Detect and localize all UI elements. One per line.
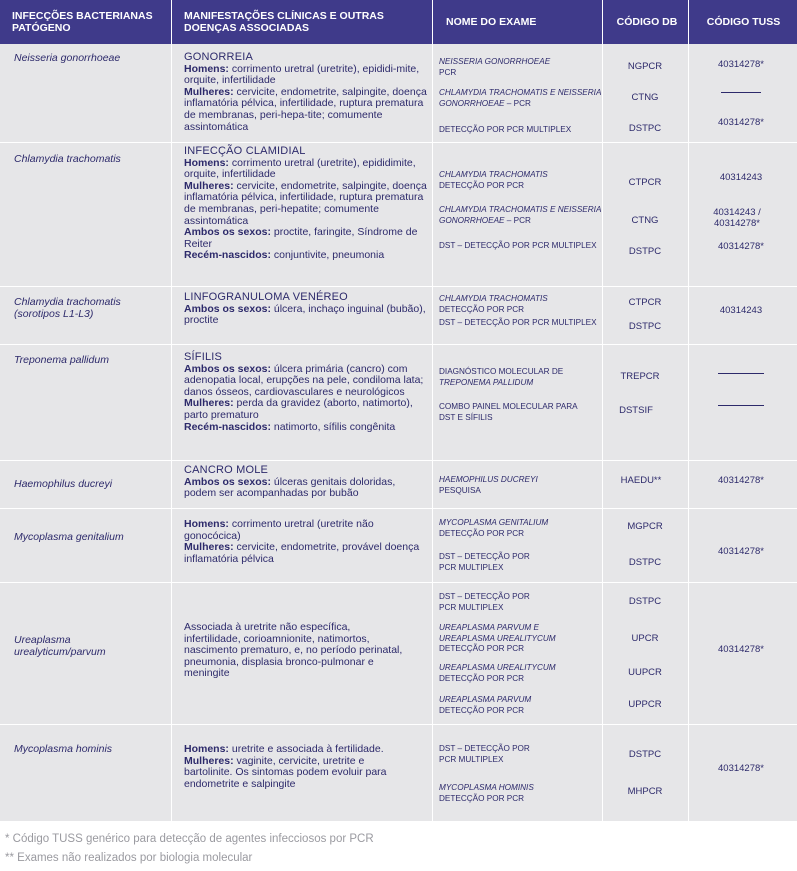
- db-code: CTPCR: [628, 177, 662, 188]
- row-divider: [0, 508, 797, 509]
- disease-title: CANCRO MOLE: [184, 464, 269, 476]
- db-code: DSTPC: [628, 321, 662, 332]
- db-code: CTNG: [631, 215, 659, 226]
- exam-name: [439, 475, 604, 496]
- db-code: NGPCR: [627, 61, 663, 72]
- header-db: CÓDIGO DB: [616, 16, 678, 28]
- group-text: perda da gravidez (aborto, natimorto), parto prematuro: [184, 397, 413, 421]
- tuss-dash: [695, 368, 787, 379]
- group-text: úlcera, inchaço inguinal (bubão), proctite: [184, 302, 426, 327]
- exam-name: [439, 367, 604, 388]
- exam-name: [439, 518, 604, 539]
- exam-organism: UREAPLASMA PARVUM E UREAPLASMA UREALITYCUM: [439, 623, 556, 643]
- db-code: HAEDU**: [620, 475, 662, 486]
- pathogen-name: Ureaplasma urealyticum/parvum: [14, 634, 106, 658]
- exam-method: DETECÇÃO POR PCR: [439, 528, 525, 538]
- exam-method: PCR: [439, 67, 457, 77]
- footnote-tuss: * Código TUSS genérico para detecção de agentes infecciosos por PCR: [5, 833, 374, 845]
- tuss-code: 40314243: [719, 305, 763, 316]
- exam-method: DETECÇÃO POR PCR MULTIPLEX: [439, 125, 572, 134]
- exam-organism: NEISSERIA GONORRHOEAE: [439, 57, 551, 66]
- group-label: Homens:: [184, 62, 229, 75]
- db-code: CTPCR: [628, 297, 662, 308]
- group-label: Mulheres:: [184, 397, 234, 410]
- header-pathogen: INFECÇÕES BACTERIANAS PATÓGENO: [12, 10, 153, 34]
- exam-method: DETECÇÃO POR PCR: [439, 793, 525, 803]
- exam-method: PESQUISA: [439, 485, 481, 495]
- group-label: Ambos os sexos:: [184, 302, 271, 315]
- column-divider: [432, 0, 433, 821]
- dash-mark: [721, 92, 761, 93]
- exam-name: [439, 744, 549, 765]
- exam-organism: HAEMOPHILUS DUCREYI: [439, 475, 538, 484]
- row-divider: [0, 142, 797, 143]
- manifestations-cell: [184, 52, 429, 133]
- group-text: úlceras genitais doloridas, podem ser acompanhadas por bubão: [184, 475, 396, 500]
- exam-name: [439, 294, 604, 315]
- exam-organism: CHLAMYDIA TRACHOMATIS: [439, 294, 548, 303]
- dash-mark: [718, 373, 764, 374]
- table-header: [0, 0, 797, 44]
- db-code: MGPCR: [627, 521, 663, 532]
- disease-title: GONORREIA: [184, 51, 254, 63]
- row-divider: [0, 582, 797, 583]
- db-code: CTNG: [631, 92, 659, 103]
- manifestations-cell: [184, 622, 404, 680]
- footnote-not-molecular: ** Exames não realizados por biologia molecular: [5, 852, 253, 864]
- manifestations-cell: [184, 146, 429, 262]
- exam-method: DETECÇÃO POR PCR: [439, 673, 525, 683]
- exam-name: [439, 623, 579, 655]
- group-label: Homens:: [184, 156, 229, 169]
- tuss-code: 40314243 / 40314278*: [713, 207, 761, 229]
- exam-method: DST – DETECÇÃO POR PCR MULTIPLEX: [439, 744, 530, 764]
- exam-name: [439, 205, 604, 226]
- manifestation-text: Associada à uretrite não específica, infertilidade, corioamnionite, natimortos, nascimento prematuro, e, no período perinatal, pneumonia, displasia bronco-pulmonar e meningite: [184, 621, 403, 680]
- tuss-code: 40314243: [719, 172, 763, 183]
- db-code: DSTPC: [628, 557, 662, 568]
- tuss-code: 40314278*: [718, 241, 764, 252]
- db-code: UUPCR: [628, 667, 662, 678]
- exam-name: [439, 592, 549, 613]
- exam-organism: CHLAMYDIA TRACHOMATIS: [439, 170, 548, 179]
- pathogen-name: Mycoplasma hominis: [14, 743, 113, 755]
- group-label: Recém-nascidos:: [184, 249, 271, 262]
- tuss-code: 40314278*: [718, 644, 764, 655]
- pathogen-name: Chlamydia trachomatis: [14, 153, 121, 165]
- pathogen-name: Neisseria gonorrhoeae: [14, 52, 121, 64]
- exam-name: [439, 663, 604, 684]
- group-label: Mulheres:: [184, 179, 234, 192]
- group-label: Homens:: [184, 518, 229, 530]
- exam-method: DETECÇÃO POR PCR: [439, 644, 525, 653]
- header-tuss: CÓDIGO TUSS: [706, 16, 781, 28]
- exam-name: [439, 57, 604, 78]
- exam-method: DST – DETECÇÃO POR PCR MULTIPLEX: [439, 318, 597, 327]
- exam-name: [439, 88, 604, 109]
- disease-title: LINFOGRANULOMA VENÉREO: [184, 291, 348, 303]
- exam-method: DETECÇÃO POR PCR: [439, 705, 525, 715]
- manifestations-cell: [184, 519, 429, 565]
- row-divider: [0, 724, 797, 725]
- row-divider: [0, 460, 797, 461]
- dash-mark: [718, 405, 764, 406]
- column-divider: [171, 0, 172, 821]
- tuss-dash: [695, 400, 787, 411]
- pathogen-name: Chlamydia trachomatis (sorotipos L1-L3): [14, 296, 121, 320]
- exam-organism: UREAPLASMA UREALITYCUM: [439, 663, 556, 672]
- group-label: Mulheres:: [184, 754, 234, 767]
- exam-name: [439, 695, 604, 716]
- db-code: DSTPC: [628, 246, 662, 257]
- group-text: proctite, faringite, Síndrome de Reiter: [184, 226, 418, 250]
- exam-name: [439, 783, 604, 804]
- exam-organism: CHLAMYDIA TRACHOMATIS E NEISSERIA GONORRHOEAE: [439, 88, 602, 108]
- header-manifestations: MANIFESTAÇÕES CLÍNICAS E OUTRAS DOENÇAS ASSOCIADAS: [184, 10, 384, 34]
- manifestations-cell: [184, 292, 429, 327]
- group-text: corrimento uretral (uretrite), epididimite, orquite, infertilidade: [184, 156, 416, 181]
- group-label: Ambos os sexos:: [184, 226, 271, 239]
- exam-organism: MYCOPLASMA GENITALIUM: [439, 518, 549, 527]
- exam-method: – PCR: [506, 215, 531, 225]
- tuss-code: 40314278*: [718, 117, 764, 128]
- exam-method: DST – DETECÇÃO POR PCR MULTIPLEX: [439, 592, 530, 612]
- group-label: Recém-nascidos:: [184, 420, 271, 433]
- tuss-code: 40314278*: [718, 763, 764, 774]
- disease-title: INFECÇÃO CLAMIDIAL: [184, 145, 306, 157]
- group-text: corrimento uretral (uretrite não gonocócica): [184, 518, 374, 542]
- exam-name: [439, 241, 604, 252]
- row-divider: [0, 344, 797, 345]
- disease-title: SÍFILIS: [184, 351, 223, 363]
- group-text: vaginite, cervicite, uretrite e bartolinite. Os sintomas podem evoluir para endometrite e salpingite: [184, 754, 387, 790]
- manifestations-cell: [184, 744, 409, 790]
- db-code: MHPCR: [627, 786, 663, 797]
- group-text: úlcera primária (cancro) com adenopatia local, erupções na pele, condiloma lata; danos ósseos, cardiovasculares e neurológicos: [184, 362, 424, 398]
- tuss-dash: [695, 87, 787, 98]
- db-code: DSTPC: [628, 749, 662, 760]
- db-code: UPPCR: [628, 699, 662, 710]
- group-label: Mulheres:: [184, 541, 234, 554]
- tuss-code: 40314278*: [718, 59, 764, 70]
- pathogen-name: Mycoplasma genitalium: [14, 531, 124, 543]
- group-text: natimorto, sífilis congênita: [273, 420, 396, 433]
- exam-method: DST – DETECÇÃO POR PCR MULTIPLEX: [439, 552, 530, 572]
- exam-method: DIAGNÓSTICO MOLECULAR DE: [439, 367, 564, 376]
- exam-name: [439, 125, 604, 136]
- db-code: UPCR: [631, 633, 659, 644]
- group-text: conjuntivite, pneumonia: [273, 249, 385, 262]
- exam-name: [439, 552, 549, 573]
- db-code: DSTPC: [628, 123, 662, 134]
- group-text: cervicite, endometrite, salpingite, doença inflamatória pélvica, infertilidade, ruptura prematura de membranas, peri-hepatite; comumente assintomática: [184, 179, 427, 227]
- exam-method: DETECÇÃO POR PCR: [439, 180, 525, 190]
- exam-organism: MYCOPLASMA HOMINIS: [439, 783, 534, 792]
- exam-name: [439, 318, 604, 329]
- row-divider: [0, 286, 797, 287]
- exam-method: – PCR: [506, 98, 531, 108]
- exam-organism: TREPONEMA PALLIDUM: [439, 377, 534, 387]
- exam-method: COMBO PAINEL MOLECULAR PARA DST E SÍFILIS: [439, 402, 578, 422]
- db-code: TREPCR: [620, 371, 660, 382]
- tuss-code: 40314278*: [718, 546, 764, 557]
- db-code: DSTPC: [628, 596, 662, 607]
- exam-organism: CHLAMYDIA TRACHOMATIS E NEISSERIA GONORRHOEAE: [439, 205, 602, 225]
- pathogen-name: Treponema pallidum: [14, 354, 109, 366]
- tuss-code: 40314278*: [718, 475, 764, 486]
- exam-organism: UREAPLASMA PARVUM: [439, 695, 532, 704]
- db-code: DSTSIF: [619, 405, 653, 416]
- group-label: Homens:: [184, 743, 229, 755]
- pathogen-name: Haemophilus ducreyi: [14, 478, 113, 490]
- manifestations-cell: [184, 465, 429, 500]
- exam-name: [439, 170, 604, 191]
- group-label: Ambos os sexos:: [184, 475, 271, 488]
- group-text: cervicite, endometrite, provável doença inflamatória pélvica: [184, 541, 420, 565]
- group-text: corrimento uretral (uretrite), epididi-mite, orquite, infertilidade: [184, 62, 420, 87]
- group-label: Ambos os sexos:: [184, 362, 271, 375]
- exam-method: DETECÇÃO POR PCR: [439, 304, 525, 314]
- group-text: uretrite e associada à fertilidade.: [231, 743, 384, 755]
- exam-name: [439, 402, 579, 423]
- exam-method: DST – DETECÇÃO POR PCR MULTIPLEX: [439, 241, 597, 250]
- group-label: Mulheres:: [184, 85, 234, 98]
- header-exam: NOME DO EXAME: [446, 16, 537, 28]
- column-divider: [688, 0, 689, 821]
- manifestations-cell: [184, 352, 429, 433]
- group-text: cervicite, endometrite, salpingite, doença inflamatória pélvica, infertilidade, ruptura prematura de membranas, peri-hepa-tite; comumente assintomática: [184, 85, 427, 133]
